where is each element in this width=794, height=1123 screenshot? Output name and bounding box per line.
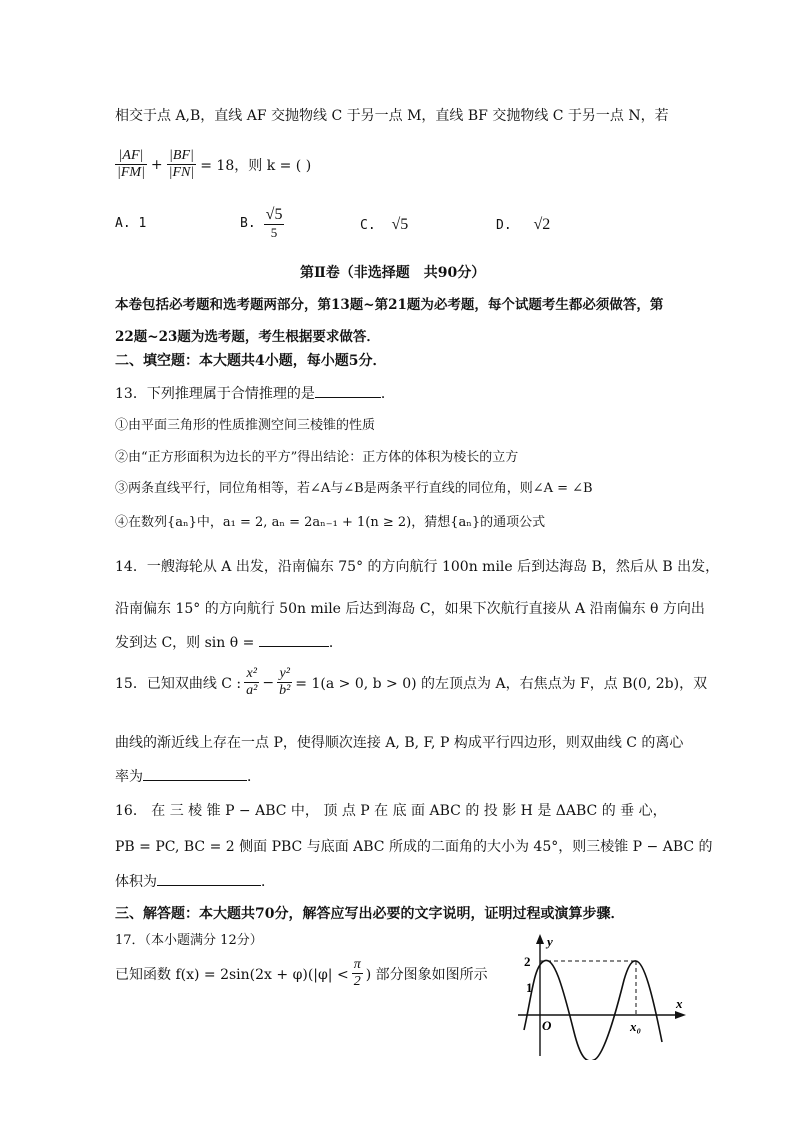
part2-note-line1: 本卷包括必考题和选考题两部分，第13题~第21题为必考题，每个试题考生都必须做答，第 [115,297,664,313]
q12-line1: 相交于点 A,B，直线 AF 交抛物线 C 于另一点 M，直线 BF 交抛物线 C 于另一点 N，若 [115,108,669,124]
x-axis-arrow [675,1011,686,1019]
q14-answer-blank [259,632,329,647]
q17-text-post: ) 部分图象如图所示 [365,966,488,983]
q12-option-d-value: √2 [533,216,551,233]
q12-option-b-label: B. [240,216,256,231]
q15-line3 [115,766,261,786]
q12-option-c-label: C. [360,218,376,233]
y-axis-label: y [547,934,553,949]
q17-frac-pi-2 [352,957,363,990]
q14-line3-end: ． [328,635,343,651]
q14-line3 [115,632,343,652]
origin-label: O [542,1018,552,1033]
q12-frac2-den: |FN| [168,165,195,180]
q15-minus: − [262,674,275,691]
q16-line3-text: 体积为 [115,874,157,890]
q16-answer-blank [157,871,261,886]
q13-stem-text: 13．下列推理属于合情推理的是 [115,386,315,402]
q15-line1 [115,666,707,699]
q14-line3-text: 发到达 C，则 sin θ = [115,635,259,651]
q12-fraction-bf-fn [167,148,197,181]
q12-fraction-af-fm [115,148,147,181]
q15-line2: 曲线的渐近线上存在一点 P，使得顺次连接 A, B, F, P 构成平行四边形，则双曲线 C 的离心 [115,735,684,751]
q12-option-d-label: D. [496,218,512,233]
q15-line3-end: ． [247,769,261,785]
q12-condition-tail: = 18，则 k = ( ) [200,157,312,174]
q12-option-d [496,216,550,234]
q13-item4: ④在数列{aₙ}中，a₁ = 2, aₙ = 2aₙ₋₁ + 1(n ≥ 2)，猜想{aₙ}的通项公式 [115,515,546,530]
q12-frac1-num: |AF| [115,148,147,165]
q15-frac1-num: x² [244,666,259,683]
q12-option-b-fraction [264,206,285,241]
q16-line3-end: ． [261,874,275,890]
x-axis-label: x [676,996,683,1011]
q14-line1: 14．一艘海轮从 A 出发，沿南偏东 75° 的方向航行 100n mile 后到达海岛 B，然后从 B 出发， [115,559,720,575]
q13-answer-blank [315,383,381,398]
q15-frac-y [277,666,292,699]
part2-heading: 第Ⅱ卷（非选择题 共90分） [300,265,486,281]
tick-label-x0: x₀ [630,1019,642,1034]
tick-label-2: 2 [524,954,531,969]
sine-curve [524,960,662,1060]
part2-note-line2: 22题~23题为选考题，考生根据要求做答． [115,329,380,345]
q12-plus: + [150,156,163,173]
q12-frac1-den: |FM| [117,165,145,180]
y-axis-arrow [536,934,544,944]
q13-stem-end: ． [380,386,395,402]
q15-frac2-num: y² [277,666,292,683]
q15-tail: = 1(a > 0, b > 0) 的左顶点为 A，右焦点为 F，点 B(0, 2b)，双 [295,675,708,692]
q12-condition [115,148,311,181]
q15-prefix: 15．已知双曲线 C : [115,675,242,692]
q13-item2: ②由“正方形面积为边长的平方”得出结论：正方体的体积为棱长的立方 [115,450,519,465]
q12-frac2-num: |BF| [167,148,197,165]
q17-frac-num: π [353,957,361,972]
q12-option-c-value: √5 [391,216,409,233]
q13-item3: ③两条直线平行，同位角相等，若∠A与∠B是两条平行直线的同位角，则∠A = ∠B [115,481,593,496]
q12-option-b-num: √5 [265,206,283,223]
q17-frac-den: 2 [353,974,361,989]
q16-line2: PB = PC, BC = 2 侧面 PBC 与底面 ABC 所成的二面角的大小为 45°，则三棱锥 P − ABC 的 [115,839,713,855]
q14-line2: 沿南偏东 15° 的方向航行 50n mile 后达到海岛 C，如果下次航行直接从 A 沿南偏东 θ 方向出 [115,601,705,617]
tick-label-1: 1 [526,980,533,995]
q17-text-pre: 已知函数 f(x) = 2sin(2x + φ)(|φ| < [115,966,349,983]
q13-stem [115,383,395,403]
q15-frac-x [244,666,259,699]
q15-frac2-den: b² [279,683,291,698]
q12-option-b [240,206,284,241]
q16-line1: 16． 在 三 棱 锥 P − ABC 中， 顶 点 P 在 底 面 ABC 的 投 影 H 是 ΔABC 的 垂 心， [115,803,667,819]
q17-sine-graph [512,932,692,1060]
q15-line3-text: 率为 [115,769,143,785]
q17-text [115,957,488,990]
q12-option-a: A. 1 [115,216,147,231]
q15-frac1-den: a² [246,683,258,698]
q15-answer-blank [143,766,247,781]
q12-option-b-den: 5 [270,225,278,240]
q12-option-c [360,216,408,234]
q13-item1: ①由平面三角形的性质推测空间三棱锥的性质 [115,418,376,433]
section3-heading: 三、解答题：本大题共70分，解答应写出必要的文字说明，证明过程或演算步骤． [115,906,625,922]
q17-header: 17．（本小题满分 12分） [115,933,263,948]
section2-heading: 二、填空题：本大题共4小题，每小题5分． [115,353,387,369]
q16-line3 [115,871,275,891]
